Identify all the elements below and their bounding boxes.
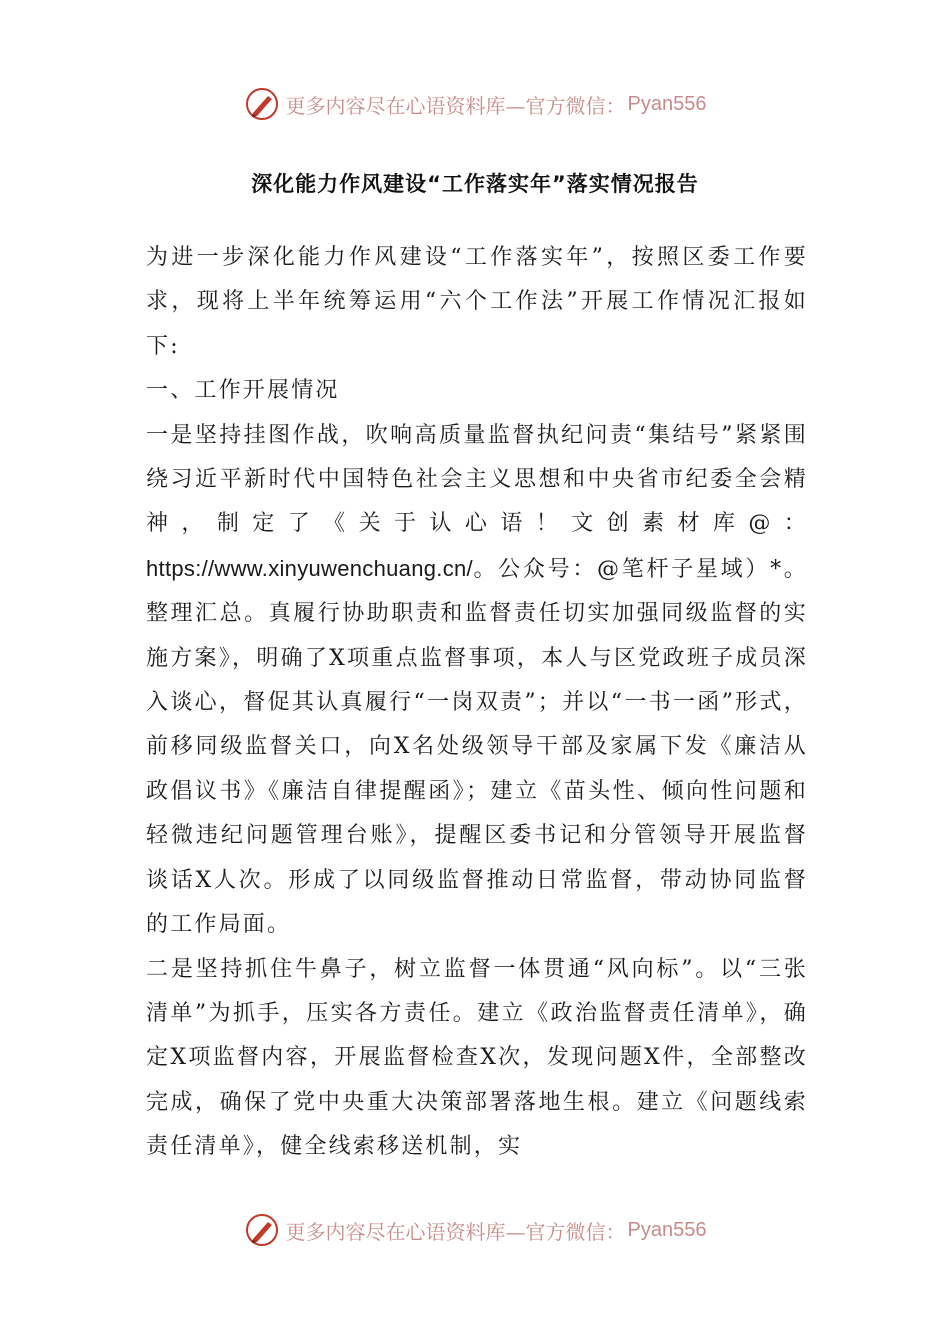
- banner-text: 更多内容尽在心语资料库—官方微信：: [285, 1219, 626, 1244]
- document-body: [146, 236, 808, 1170]
- wechat-id: Pyan556: [627, 1218, 707, 1241]
- section-heading: 一、工作开展情况: [146, 378, 340, 404]
- wechat-id: Pyan556: [627, 92, 707, 115]
- banner-text: 更多内容尽在心语资料库—官方微信：: [285, 93, 626, 118]
- pen-logo-icon: [244, 86, 280, 122]
- paragraph-1: [146, 414, 808, 948]
- header-watermark-banner: [0, 84, 950, 124]
- paragraph-2: 二是坚持抓住牛鼻子，树立监督一体贯通“风向标”。以“三张清单”为抓手，压实各方责任。建立《政治监督责任清单》，确定X项监督内容，开展监督检查X次，发现问题X件，全部整改完成，确保了党中央重大决策部署落地生根。建立《问题线索责任清单》，健全线索移送机制，实: [146, 956, 808, 1160]
- footer-watermark-banner: [0, 1210, 950, 1250]
- paragraph-1-part-1: 一是坚持挂图作战，吹响高质量监督执纪问责“集结号”紧紧围绕习近平新时代中国特色社会主义思想和中央省市纪委全会精神，制定了《关于认心语！文创素材库@：: [146, 422, 808, 537]
- document-title: 深化能力作风建设“工作落实年”落实情况报告: [251, 172, 699, 196]
- intro-paragraph: 为进一步深化能力作风建设“工作落实年”，按照区委工作要求，现将上半年统筹运用“六个工作法”开展工作情况汇报如下:: [146, 245, 808, 359]
- website-url: https://www.xinyuwenchuang.cn/: [146, 555, 473, 581]
- pen-logo-icon: [244, 1212, 280, 1248]
- paragraph-1-part-2: 。公众号：@笔杆子星域）*。整理汇总。真履行协助职责和监督责任切实加强同级监督的实施方案》，明确了X项重点监督事项，本人与区党政班子成员深入谈心，督促其认真履行“一岗双责”；并以“一书一函”形式，前移同级监督关口，向X名处级领导干部及家属下发《廉洁从政倡议书》《廉洁自律提醒函》；建立《苗头性、倾向性问题和轻微违纪问题管理台账》，提醒区委书记和分管领导开展监督谈话X人次。形成了以同级监督推动日常监督，带动协同监督的工作局面。: [146, 556, 808, 938]
